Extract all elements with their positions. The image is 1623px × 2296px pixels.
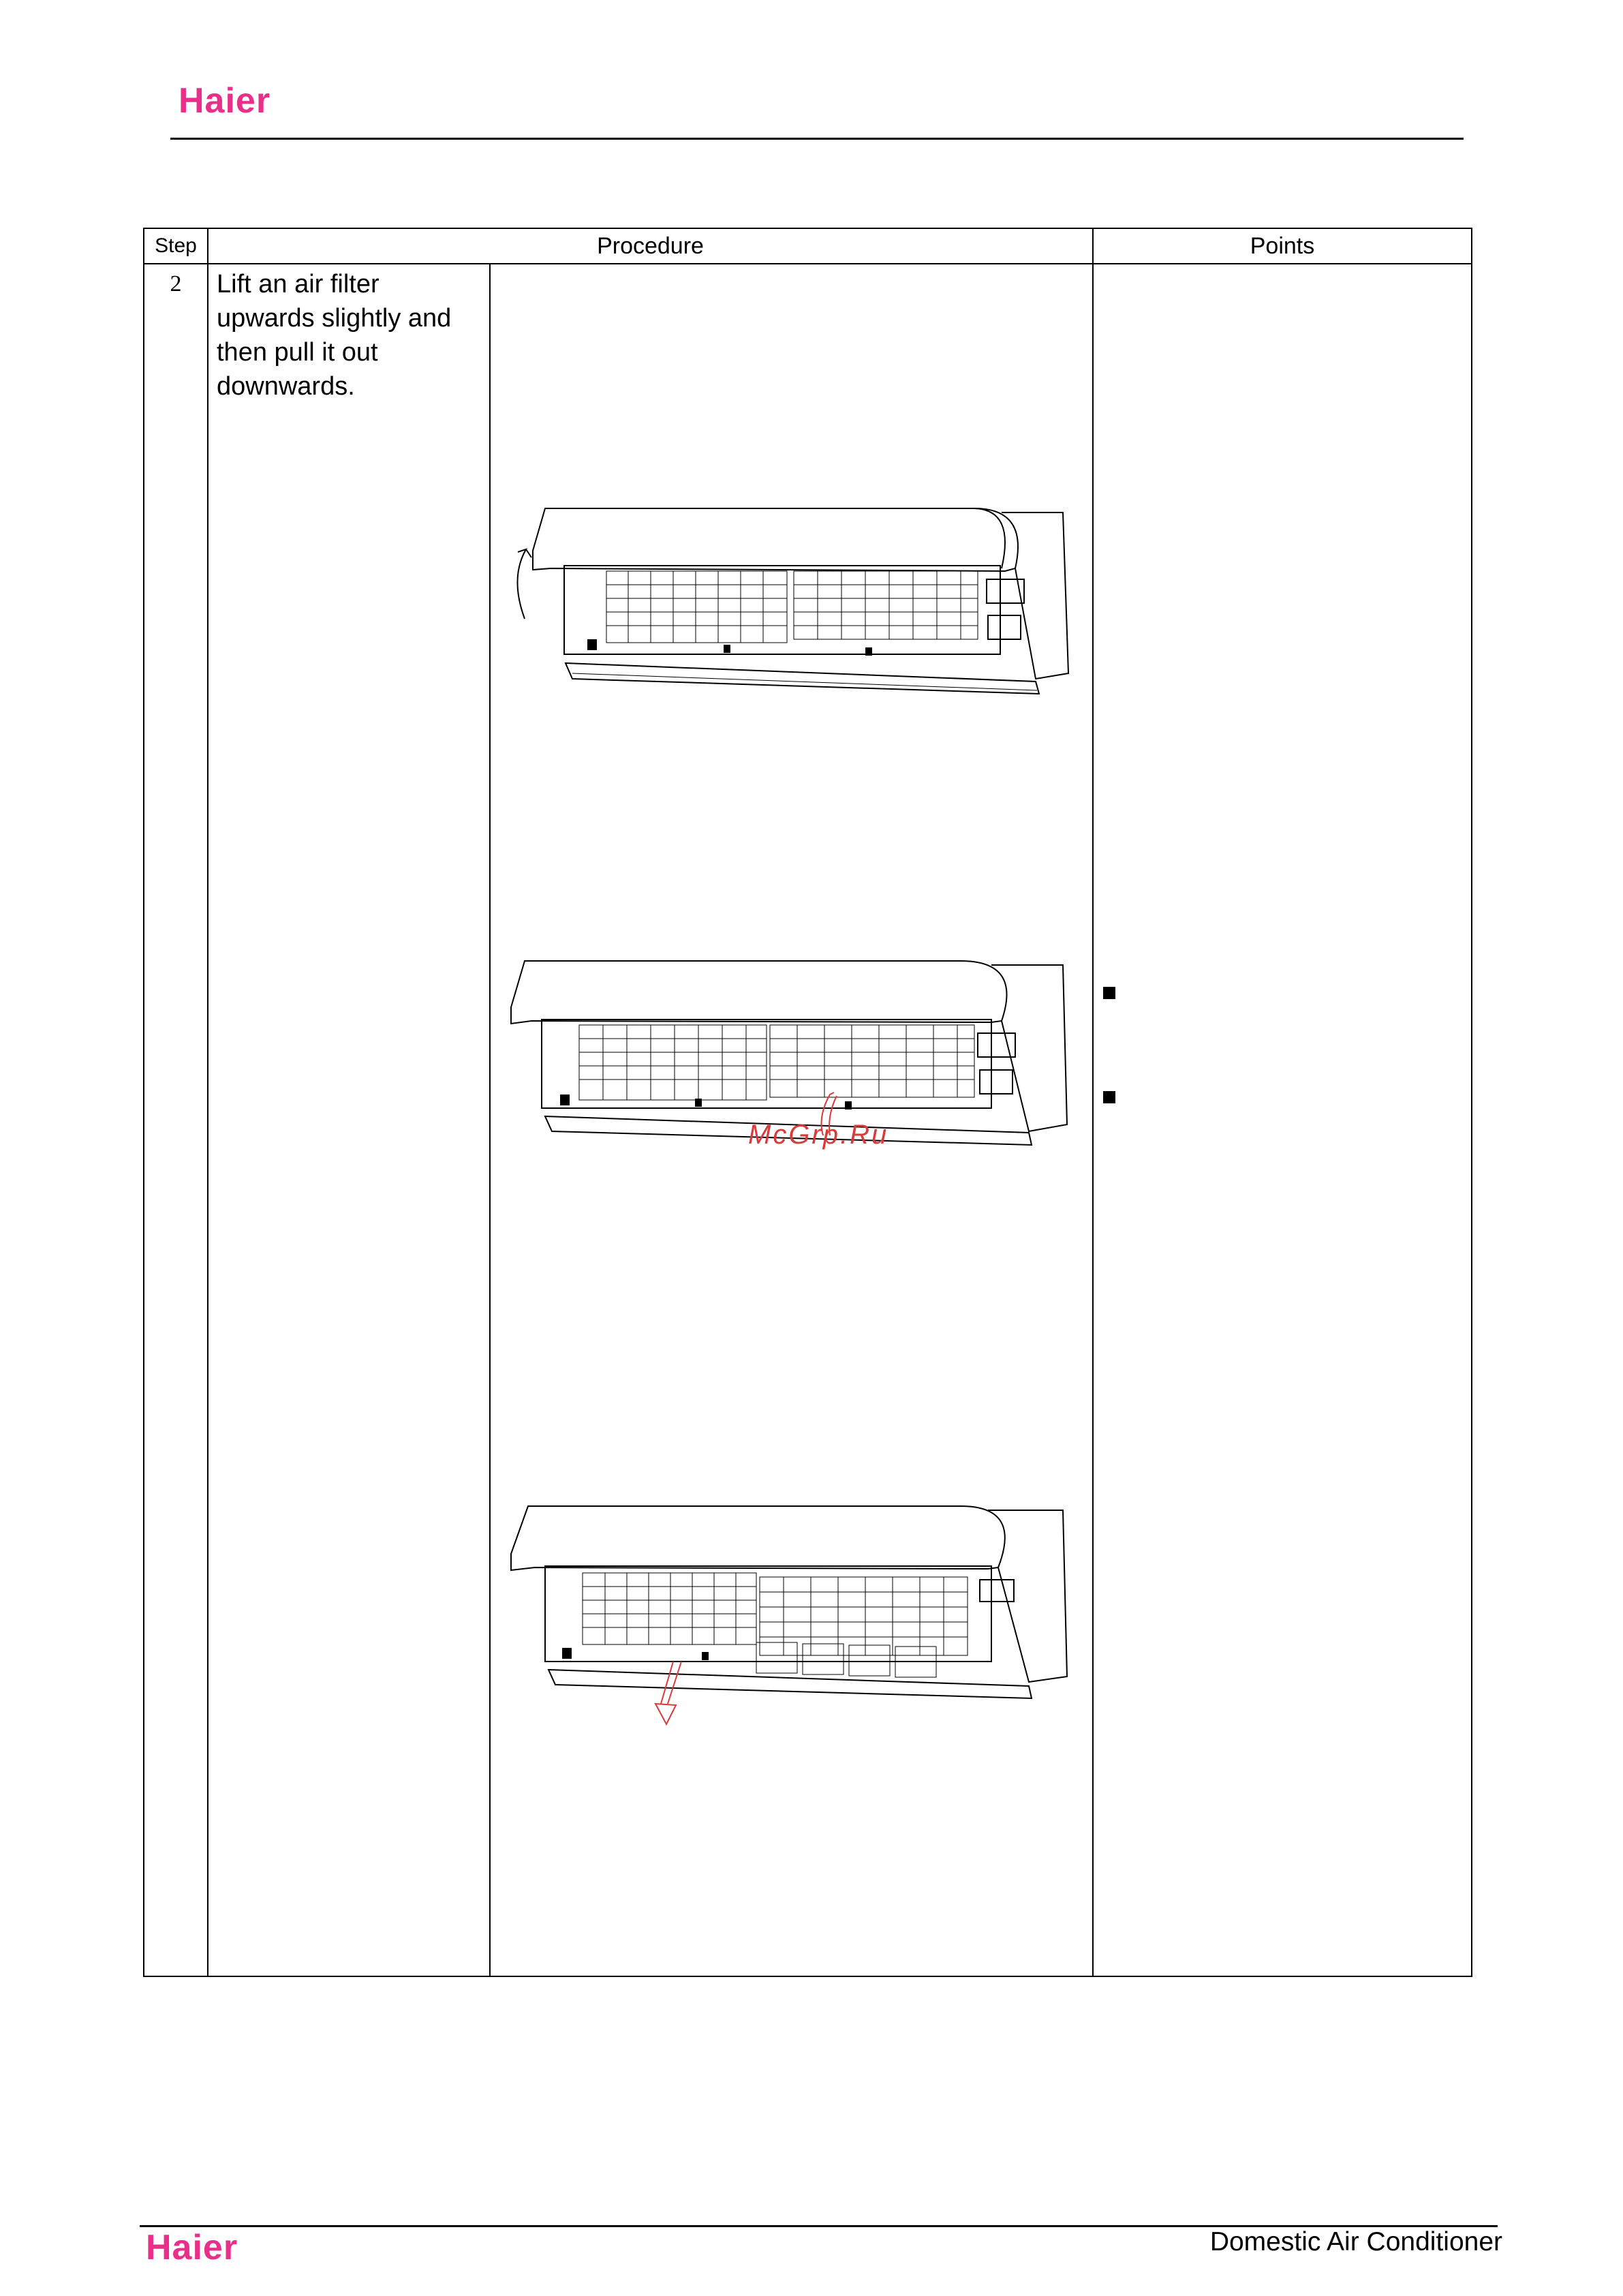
- step-description: Lift an air filter upwards slightly and then pull it out downwards.: [208, 264, 490, 1976]
- indoor-unit-figure: [497, 1499, 1090, 1731]
- indoor-unit-figure: [497, 503, 1090, 707]
- curved-up-arrow-icon: [517, 549, 531, 619]
- curved-down-arrow-icon: [655, 1662, 681, 1724]
- procedure-table: [143, 228, 1472, 1977]
- haier-logo: Haier: [179, 81, 271, 121]
- procedure-figures: [490, 264, 1093, 1976]
- header-divider: [170, 138, 1464, 140]
- watermark: McGrp.Ru: [748, 1120, 889, 1150]
- step-header: Step: [144, 228, 208, 264]
- points-column: [1093, 264, 1472, 1976]
- step-number: 2: [144, 264, 208, 1976]
- footer-title: Domestic Air Conditioner: [1209, 2227, 1502, 2256]
- square-bullet-icon: [1103, 987, 1115, 999]
- square-bullet-icon: [1103, 1091, 1115, 1103]
- haier-logo: Haier: [146, 2228, 238, 2267]
- procedure-header: Procedure: [208, 228, 1093, 264]
- points-header: Points: [1093, 228, 1472, 264]
